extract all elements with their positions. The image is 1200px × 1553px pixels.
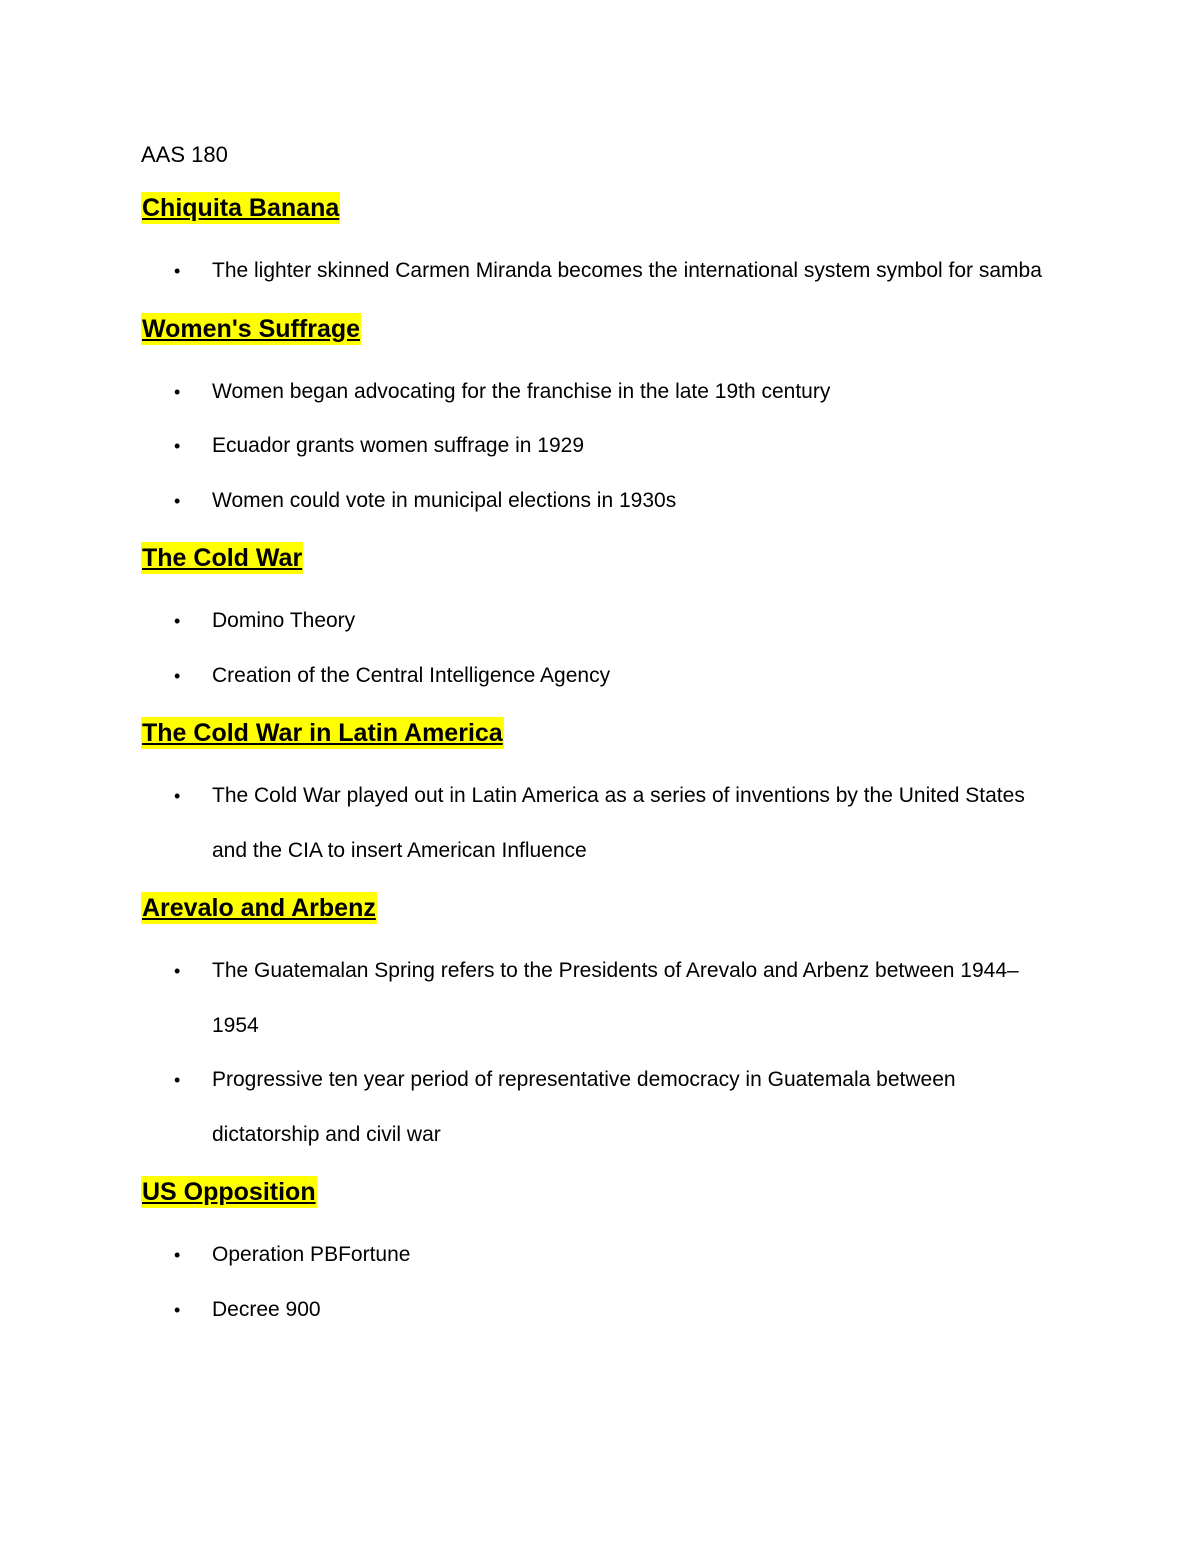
section-heading: The Cold War in Latin America [142, 719, 503, 747]
list-item [141, 419, 1061, 474]
list-item-text: Domino Theory [212, 609, 356, 632]
list-item [141, 1228, 1061, 1283]
bullet-icon: • [174, 786, 181, 806]
bullet-list [141, 594, 1061, 703]
bullet-list [141, 244, 1061, 299]
bullet-list [141, 944, 1061, 1162]
list-item-text: Women began advocating for the franchise in the late 19th century [212, 379, 831, 403]
section-heading: US Opposition [142, 1178, 316, 1206]
list-item [141, 649, 1061, 704]
section-heading-row [141, 313, 1061, 353]
bullet-icon: • [174, 436, 181, 456]
list-item-text: The lighter skinned Carmen Miranda becomes the international system symbol for samba [212, 259, 1042, 282]
section-heading: Women's Suffrage [142, 314, 361, 343]
list-item [141, 244, 1061, 299]
list-item [141, 944, 1061, 1053]
list-item [141, 1283, 1061, 1338]
bullet-list [141, 1228, 1061, 1337]
course-code: AAS 180 [141, 142, 228, 167]
bullet-icon: • [174, 1299, 181, 1320]
bullet-list [141, 769, 1061, 878]
section [141, 892, 1061, 1162]
list-item-text: Decree 900 [212, 1297, 321, 1321]
list-item [141, 365, 1061, 420]
list-item [141, 474, 1061, 529]
section-heading-row [141, 717, 1061, 757]
section-heading: Arevalo and Arbenz [142, 894, 376, 922]
list-item-text: Operation PBFortune [212, 1243, 411, 1266]
section-heading-row [141, 542, 1061, 582]
document-page [141, 135, 1061, 1351]
list-item [141, 769, 1061, 878]
list-item-text: The Guatemalan Spring refers to the Presidents of Arevalo and Arbenz between 1944–1954 [212, 959, 1019, 1037]
section [141, 542, 1061, 703]
sections-container [141, 192, 1061, 1337]
bullet-icon: • [174, 490, 181, 511]
bullet-icon: • [174, 1245, 181, 1265]
list-item-text: The Cold War played out in Latin America as a series of inventions by the United States and the CIA to insert American Influence [212, 784, 1025, 862]
list-item-text: Women could vote in municipal elections in 1930s [212, 488, 677, 512]
list-item-text: Creation of the Central Intelligence Agency [212, 663, 611, 687]
bullet-list [141, 365, 1061, 529]
bullet-icon: • [174, 261, 181, 281]
section [141, 1176, 1061, 1337]
section [141, 313, 1061, 529]
section-heading-row [141, 892, 1061, 932]
section [141, 717, 1061, 878]
bullet-icon: • [174, 961, 181, 981]
section-heading: The Cold War [142, 544, 303, 572]
bullet-icon: • [174, 611, 181, 631]
section-heading-row [141, 192, 1061, 232]
bullet-icon: • [174, 381, 181, 402]
section [141, 192, 1061, 299]
section-heading-row [141, 1176, 1061, 1216]
bullet-icon: • [174, 1070, 181, 1090]
bullet-icon: • [174, 665, 181, 686]
list-item [141, 594, 1061, 649]
section-heading: Chiquita Banana [142, 194, 340, 222]
list-item [141, 1053, 1061, 1162]
list-item-text: Progressive ten year period of representative democracy in Guatemala between dictatorship and civil war [212, 1068, 956, 1146]
list-item-text: Ecuador grants women suffrage in 1929 [212, 434, 585, 457]
